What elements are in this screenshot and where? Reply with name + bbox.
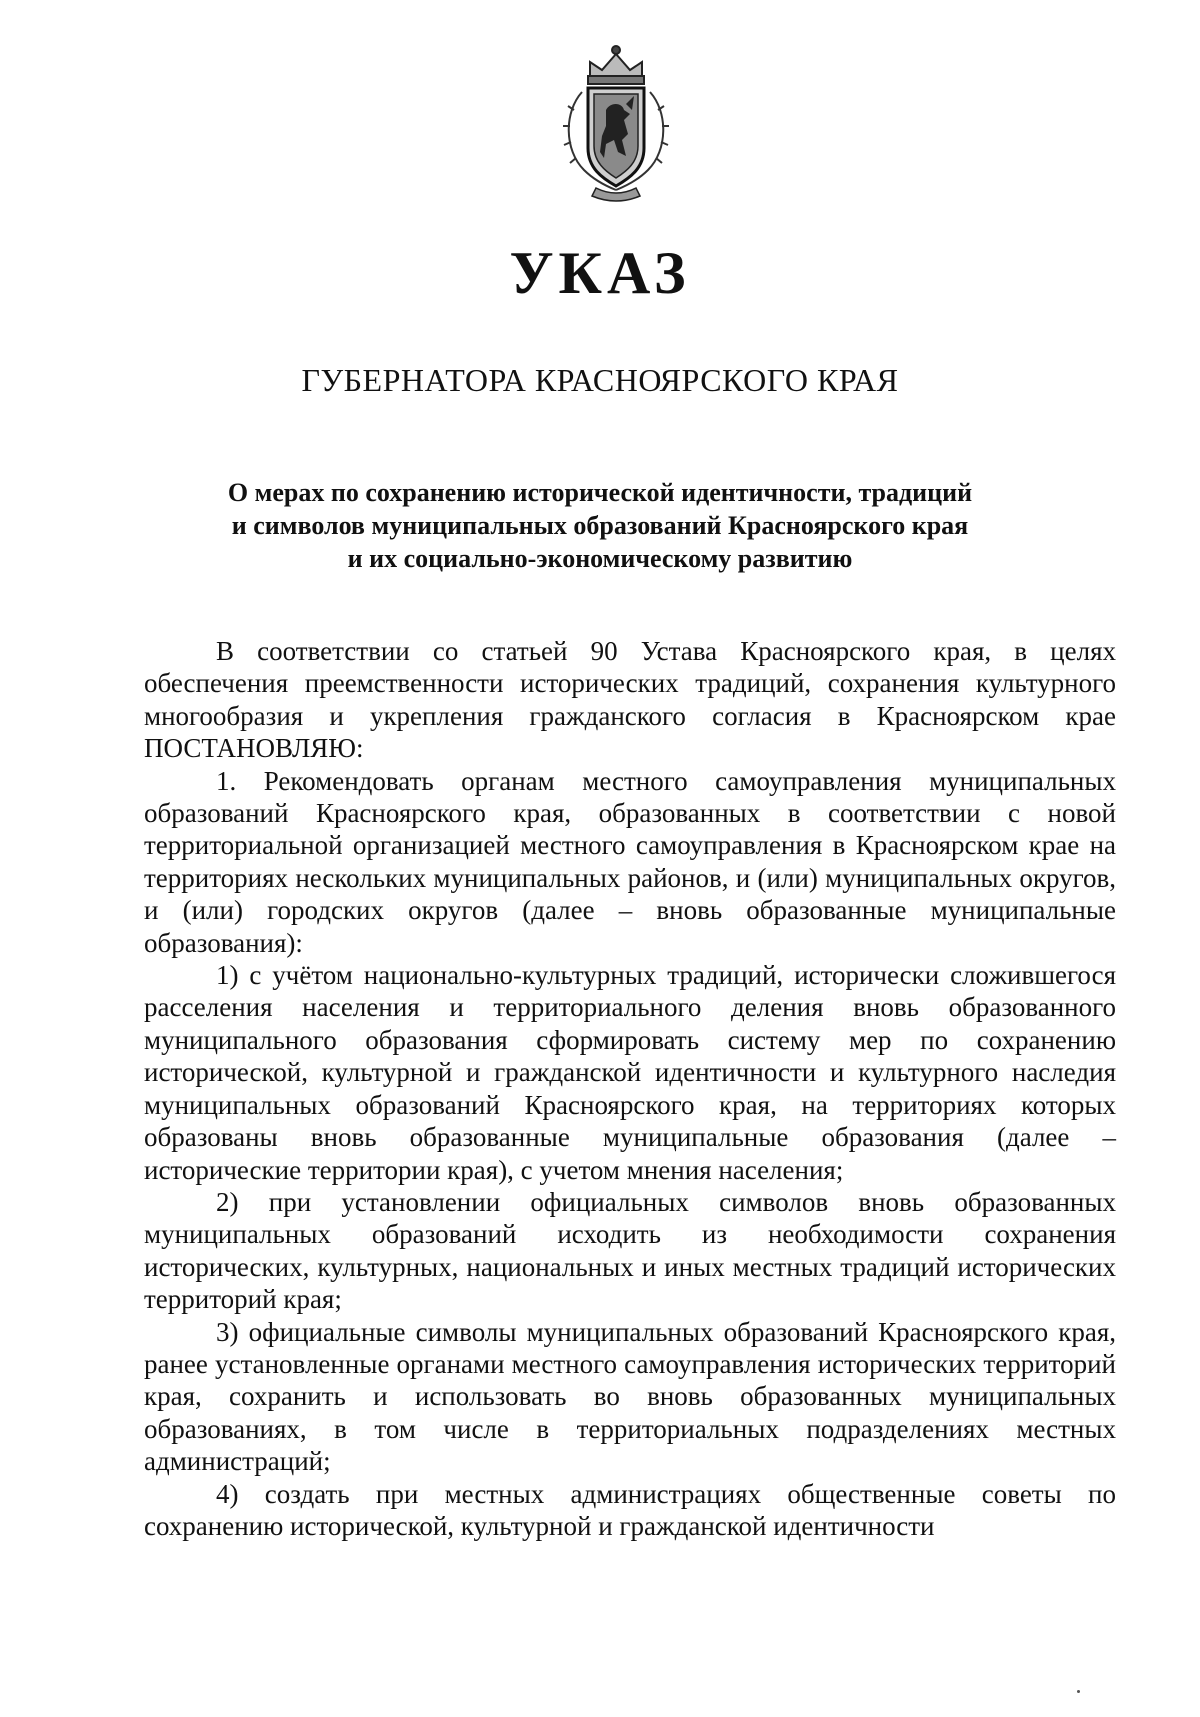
paragraph: В соответствии со статьей 90 Устава Красноярского края, в целях обеспечения преемственности исторических традиций, сохранения культурного многообразия и укрепления гражданского согласия в Красноярском крае ПОСТАНОВЛЯЮ: <box>144 636 1116 764</box>
paragraph: 4) создать при местных администрациях общественные советы по сохранению исторической, культурной и гражданской идентичности <box>144 1478 1116 1541</box>
decree-heading <box>0 476 1200 575</box>
paragraph: 2) при установлении официальных символов вновь образованных муниципальных образований исходить из необходимости сохранения исторических, культурных, национальных и иных местных традиций исторических территорий края; <box>144 1186 1116 1315</box>
heading-line: и их социально-экономическому развитию <box>347 544 853 573</box>
document-title: УКАЗ <box>509 240 691 306</box>
paragraph: 3) официальные символы муниципальных образований Красноярского края, ранее установленные органами местного самоуправления исторических территорий края, сохранить и использовать во вновь образованных муниципальных образованиях, в том числе в территориальных подразделениях местных администраций; <box>144 1316 1116 1477</box>
heading-line: О мерах по сохранению исторической идентичности, традиций <box>227 478 973 507</box>
decree-body <box>144 635 1116 1542</box>
paragraph: 1. Рекомендовать органам местного самоуправления муниципальных образований Красноярского края, образованных в соответствии с новой территориальной организацией местного самоуправления в Красноярском крае на территориях нескольких муниципальных районов, и (или) муниципальных округов, и (или) городских округов (далее – вновь образованные муниципальные образования): <box>144 765 1116 958</box>
paragraph: 1) с учётом национально-культурных традиций, исторически сложившегося расселения населения и территориального деления вновь образованного муниципального образования сформировать систему мер по сохранению исторической, культурной и гражданской идентичности и культурного наследия муниципальных образований Красноярского края, на территориях которых образованы вновь образованные муниципальные образования (далее – исторические территории края), с учетом мнения населения; <box>144 960 1116 1185</box>
heading-line: и символов муниципальных образований Красноярского края <box>231 511 969 540</box>
document-subtitle: ГУБЕРНАТОРА КРАСНОЯРСКОГО КРАЯ <box>301 362 899 398</box>
scan-speck <box>1077 1690 1080 1693</box>
coat-of-arms-icon <box>560 40 672 202</box>
